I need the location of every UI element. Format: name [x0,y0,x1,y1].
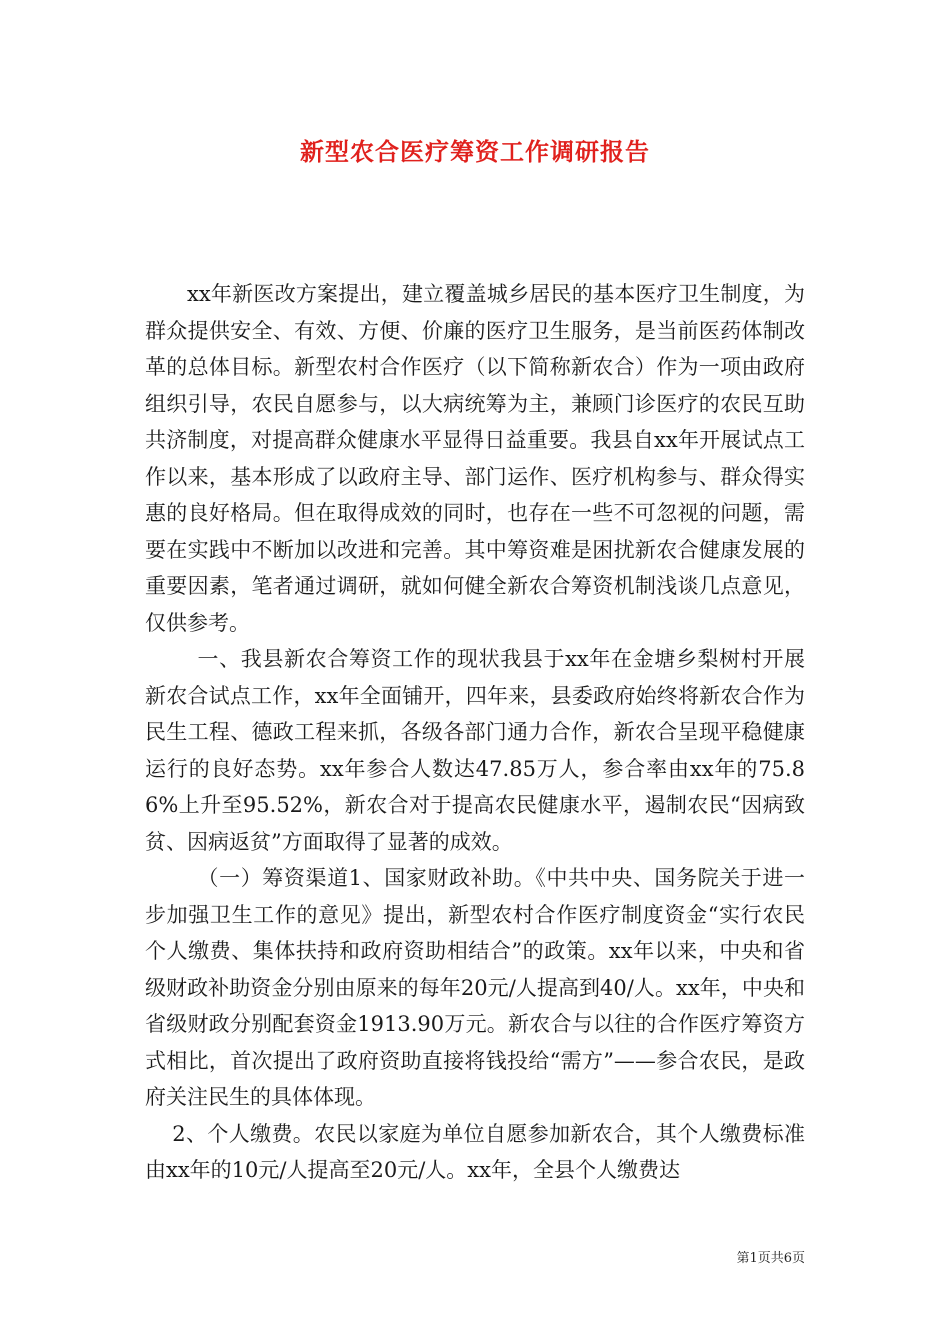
paragraph-intro: xx年新医改方案提出，建立覆盖城乡居民的基本医疗卫生制度，为群众提供安全、有效、方便、价廉的医疗卫生服务，是当前医药体制改革的总体目标。新型农村合作医疗（以下简称新农合）作为一项由政府组织引导，农民自愿参与，以大病统筹为主，兼顾门诊医疗的农民互助共济制度，对提高群众健康水平显得日益重要。我县自xx年开展试点工作以来，基本形成了以政府主导、部门运作、医疗机构参与、群众得实惠的良好格局。但在取得成效的同时，也存在一些不可忽视的问题，需要在实践中不断加以改进和完善。其中筹资难是困扰新农合健康发展的重要因素，笔者通过调研，就如何健全新农合筹资机制浅谈几点意见，仅供参考。 [145,282,805,635]
paragraph-funding-channels: （一）筹资渠道1、国家财政补助。《中共中央、国务院关于进一步加强卫生工作的意见》提出，新型农村合作医疗制度资金“实行农民个人缴费、集体扶持和政府资助相结合”的政策。xx年以来，中央和省级财政补助资金分别由原来的每年20元/人提高到40/人。xx年，中央和省级财政分别配套资金1913.90万元。新农合与以往的合作医疗筹资方式相比，首次提出了政府资助直接将钱投给“需方”——参合农民，是政府关注民生的具体体现。 [145,866,805,1109]
paragraph-section-1: 一、我县新农合筹资工作的现状我县于xx年在金塘乡梨树村开展新农合试点工作，xx年全面铺开，四年来，县委政府始终将新农合作为民生工程、德政工程来抓，各级各部门通力合作，新农合呈现平稳健康运行的良好态势。xx年参合人数达47.85万人，参合率由xx年的75.86%上升至95.52%，新农合对于提高农民健康水平，遏制农民“因病致贫、因病返贫”方面取得了显著的成效。 [145,647,805,854]
paragraph-personal-payment: 2、个人缴费。农民以家庭为单位自愿参加新农合，其个人缴费标准由xx年的10元/人提高至20元/人。xx年，全县个人缴费达 [145,1121,805,1182]
document-title: 新型农合医疗筹资工作调研报告 [300,137,650,166]
document-body [145,276,805,1189]
page-number-footer: 第1页共6页 [736,1251,805,1266]
